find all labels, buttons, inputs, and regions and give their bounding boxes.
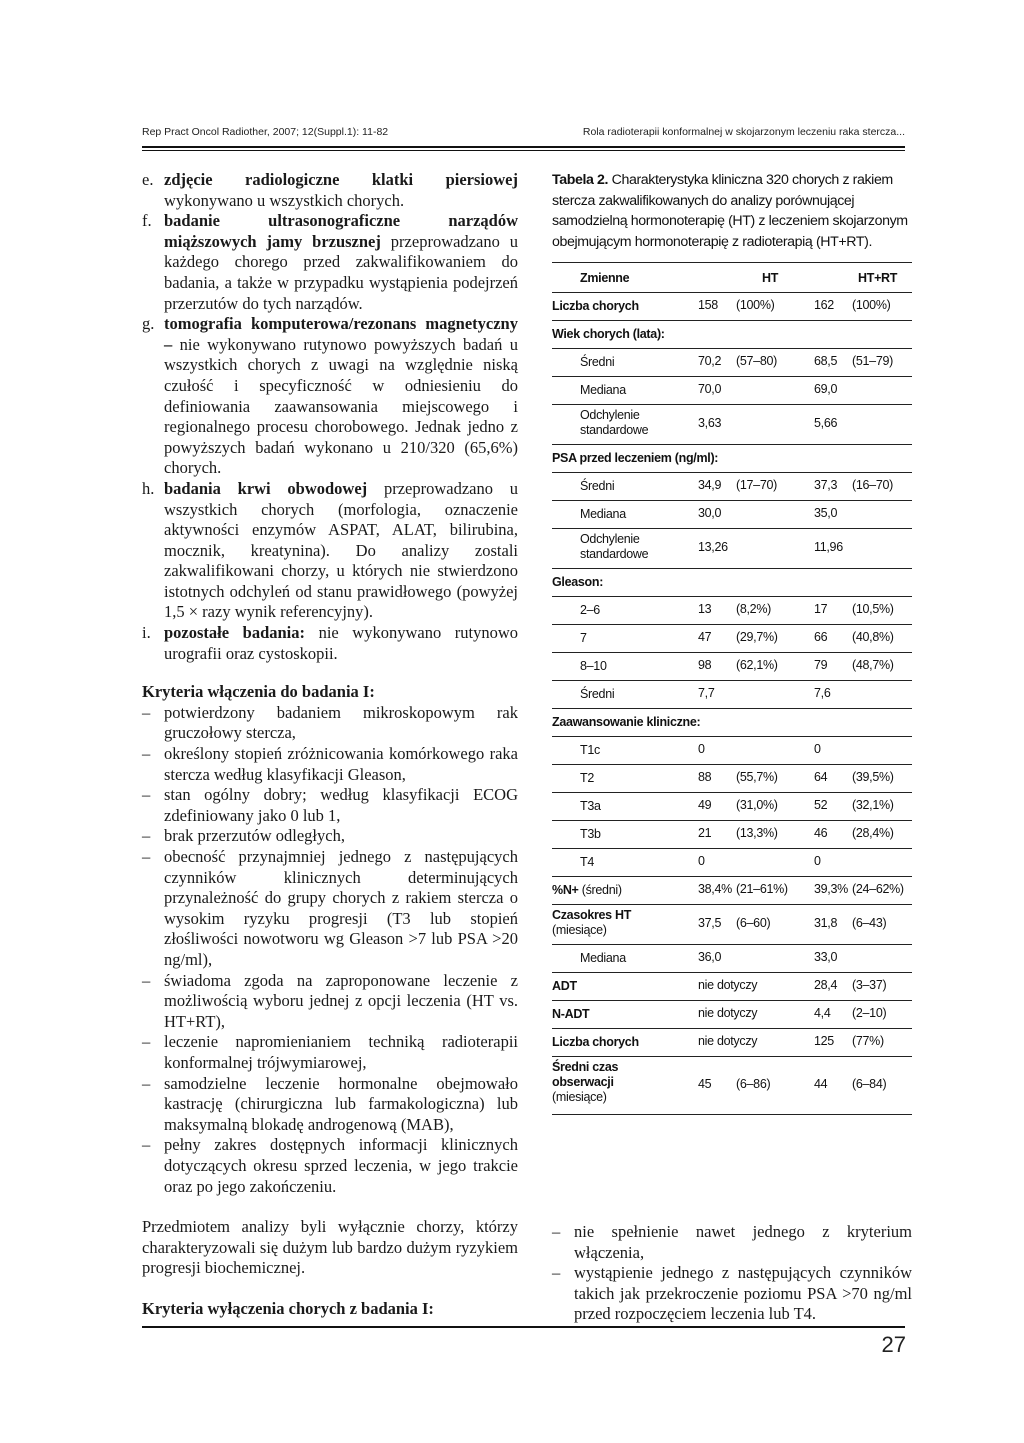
dash-marker: – <box>142 1073 151 1093</box>
item-text: nie wykonywano rutynowo powyższych badań u wszystkich chorych z uwagi na względnie niską czułość i specyficzność w odniesieniu do definiowania zaawansowania miejscowego i regionalnego procesu chorobowego. Jednak jedno z powyższych badań wykonano u 210/320 (65,6%) chorych. <box>164 334 518 478</box>
htrt-value: 79 <box>814 658 828 672</box>
htrt-value: 66 <box>814 630 828 644</box>
row-label: Wiek chorych (lata): <box>552 327 665 341</box>
list-item <box>142 170 518 211</box>
htrt-range: (2–10) <box>852 1006 887 1020</box>
ht-range: (31,0%) <box>736 798 778 812</box>
criterion-text: pełny zakres dostępnych informacji klinicznych dotyczących okresu sprzed leczenia, w jego trakcie oraz po jego zakończeniu. <box>164 1135 518 1196</box>
table-rule <box>552 680 912 681</box>
table-rule <box>552 904 912 905</box>
row-label: Średni <box>580 687 615 701</box>
left-column <box>142 170 518 1319</box>
row-label: Mediana <box>580 507 626 521</box>
ht-range: (100%) <box>736 298 775 312</box>
inclusion-criterion <box>142 785 518 826</box>
ht-range: (55,7%) <box>736 770 778 784</box>
inclusion-criterion <box>142 744 518 785</box>
dash-marker: – <box>142 702 151 722</box>
ht-value: 13 <box>698 602 712 616</box>
htrt-range: (28,4%) <box>852 826 894 840</box>
row-label: N-ADT <box>552 1007 590 1021</box>
journal-citation: Rep Pract Oncol Radiother, 2007; 12(Suppl.1): 11-82 <box>142 126 389 138</box>
criterion-text: obecność przynajmniej jednego z następujących czynników klinicznych determinujących przynależność do grupy chorych z rakiem stercza o wysokim ryzyku progresji (T3 lub stopień złośliwości nowotworu wg Gleason >7 lub PSA >20 ng/ml), <box>164 847 518 969</box>
htrt-range: (77%) <box>852 1034 884 1048</box>
criterion-text: samodzielne leczenie hormonalne obejmowało kastrację (chirurgiczna lub farmakologiczna) lub maksymalną blokadę androgenową (MAB), <box>164 1073 518 1134</box>
inclusion-criterion <box>142 971 518 1033</box>
ht-value: 30,0 <box>698 506 722 520</box>
item-marker: e. <box>142 170 154 189</box>
label-bold: Czasokres HT <box>552 908 632 922</box>
examination-list <box>142 170 518 664</box>
row-label: Średni <box>580 479 615 493</box>
inclusion-list <box>142 703 518 1197</box>
row-label: Średni <box>580 355 615 369</box>
table-rule <box>552 972 912 973</box>
htrt-value: 0 <box>814 854 821 868</box>
table-rule <box>552 376 912 377</box>
ht-value: 21 <box>698 826 712 840</box>
ht-value: 49 <box>698 798 712 812</box>
row-label: Liczba chorych <box>552 299 639 313</box>
dash-marker: – <box>142 1032 151 1052</box>
running-title: Rola radioterapii konformalnej w skojarzonym leczeniu raka stercza... <box>582 126 905 138</box>
criterion-text: nie spełnienie nawet jednego z kryterium włączenia, <box>574 1222 912 1262</box>
criterion-text: stan ogólny dobry; według klasyfikacji ECOG zdefiniowany jako 0 lub 1, <box>164 785 518 825</box>
dash-marker: – <box>142 970 151 990</box>
dash-marker: – <box>142 744 151 764</box>
ht-value: 38,4% <box>698 882 732 896</box>
item-marker: i. <box>142 623 151 643</box>
htrt-value: 44 <box>814 1077 828 1091</box>
row-label: 2–6 <box>580 603 600 617</box>
running-header <box>142 126 905 142</box>
htrt-range: (6–84) <box>852 1077 887 1091</box>
label-rest: (miesiące) <box>552 923 607 937</box>
htrt-value: 5,66 <box>814 416 838 430</box>
inclusion-criterion <box>142 1032 518 1073</box>
criterion-text: świadoma zgoda na zaproponowane leczenie z możliwością wyboru jednej z opcji leczenia (HT vs. HT+RT), <box>164 970 518 1031</box>
inclusion-criterion <box>142 847 518 971</box>
htrt-value: 31,8 <box>814 916 838 930</box>
table-rule <box>552 624 912 625</box>
table-rule <box>552 708 912 709</box>
inclusion-criterion <box>142 826 518 847</box>
table-rule <box>552 320 912 321</box>
label-rest: (miesiące) <box>552 1090 607 1104</box>
row-label: Odchylenie standardowe <box>580 408 649 437</box>
ht-range: (17–70) <box>736 478 777 492</box>
table-rule <box>552 876 912 877</box>
item-marker: h. <box>142 478 155 498</box>
ht-value: 70,2 <box>698 354 722 368</box>
ht-value: 37,5 <box>698 916 722 930</box>
criterion-text: wystąpienie jednego z następujących czynników takich jak przekroczenie poziomu PSA >70 ng/ml przed rozpoczęciem leczenia lub T4. <box>574 1263 912 1324</box>
label-bold: Średni czas obserwacji <box>552 1060 619 1089</box>
row-label <box>552 1060 662 1105</box>
table-rule <box>552 848 912 849</box>
item-bold-term: badanie ultrasonograficzne narządów miąższowych jamy brzusznej <box>164 211 518 251</box>
htrt-range: (48,7%) <box>852 658 894 672</box>
dash-marker: – <box>142 847 151 866</box>
htrt-value: 11,96 <box>814 540 843 554</box>
item-marker: g. <box>142 314 155 334</box>
criterion-text: potwierdzony badaniem mikroskopowym rak gruczołowy stercza, <box>164 702 518 743</box>
table-rule <box>552 1028 912 1029</box>
htrt-value: 35,0 <box>814 506 838 520</box>
htrt-range: (3–37) <box>852 978 887 992</box>
htrt-value: 162 <box>814 298 834 312</box>
ht-range: (13,3%) <box>736 826 778 840</box>
header-variable: Zmienne <box>580 271 630 285</box>
row-label: Odchylenie standardowe <box>580 532 649 561</box>
exclusion-criterion <box>552 1263 912 1325</box>
header-rule-thick <box>142 146 905 148</box>
ht-value: 34,9 <box>698 478 722 492</box>
table-rule <box>552 444 912 445</box>
item-text: nie wykonywano rutynowo urografii oraz cystoskopii. <box>164 623 518 663</box>
htrt-value: 39,3% <box>814 882 848 896</box>
ht-value: 98 <box>698 658 712 672</box>
table-rule <box>552 820 912 821</box>
page-number: 27 <box>881 1332 906 1357</box>
item-text: wykonywano u wszystkich chorych. <box>164 190 405 210</box>
ht-value: nie dotyczy <box>698 978 758 992</box>
ht-value: 36,0 <box>698 950 722 964</box>
htrt-value: 4,4 <box>814 1006 831 1020</box>
row-label: Mediana <box>580 951 626 965</box>
ht-value: 88 <box>698 770 712 784</box>
row-label: ADT <box>552 979 577 993</box>
ht-range: (62,1%) <box>736 658 778 672</box>
row-label: T1c <box>580 743 600 757</box>
htrt-value: 17 <box>814 602 828 616</box>
item-text: przeprowadzano u każdego chorego przed zakwalifikowaniem do badania, a także w przypadku wystąpienia podejrzeń przerzutów do tych narządów. <box>164 231 518 313</box>
row-label: 7 <box>580 631 587 645</box>
ht-value: 13,26 <box>698 540 728 554</box>
dash-marker: – <box>552 1222 561 1241</box>
table-rule <box>552 736 912 737</box>
table-rule <box>552 292 912 293</box>
list-item <box>142 479 518 623</box>
ht-value: 45 <box>698 1077 712 1091</box>
table-rule <box>552 404 912 405</box>
ht-value: 0 <box>698 854 705 868</box>
header-ht: HT <box>762 271 779 285</box>
ht-value: 158 <box>698 298 718 312</box>
htrt-value: 64 <box>814 770 828 784</box>
htrt-value: 69,0 <box>814 382 838 396</box>
ht-value: nie dotyczy <box>698 1034 758 1048</box>
label-rest: (średni) <box>578 883 622 897</box>
item-bold-term: pozostałe badania: <box>164 623 305 643</box>
row-label: PSA przed leczeniem (ng/ml): <box>552 451 719 465</box>
dash-marker: – <box>142 1135 151 1155</box>
analysis-paragraph: Przedmiotem analizy byli wyłącznie chorzy, którzy charakteryzowali się dużym lub bardzo dużym ryzykiem progresji biochemicznej. <box>142 1217 518 1278</box>
table-rule <box>552 528 912 529</box>
item-text: przeprowadzano u wszystkich chorych (morfologia, oznaczenie aktywności enzymów ASPAT, ALAT, bilirubina, mocznik, kreatynina). Do analizy zostali zakwalifikowani chorzy, u których nie stwierdzono istotnych odchyleń od stanu prawidłowego (powyżej 1,5 × razy wynik referencyjny). <box>164 478 518 622</box>
inclusion-criterion <box>142 1074 518 1136</box>
table-rule <box>552 1056 912 1057</box>
criterion-text: leczenie napromienianiem techniką radioterapii konformalnej trójwymiarowej, <box>164 1032 518 1072</box>
row-label: T2 <box>580 771 594 785</box>
htrt-value: 68,5 <box>814 354 838 368</box>
ht-value: 47 <box>698 630 712 644</box>
ht-range: (6–86) <box>736 1077 771 1091</box>
row-label: 8–10 <box>580 659 607 673</box>
row-label: Liczba chorych <box>552 1035 639 1049</box>
table-rule <box>552 472 912 473</box>
htrt-range: (24–62%) <box>852 882 904 896</box>
criterion-text: brak przerzutów odległych, <box>164 826 345 846</box>
item-marker: f. <box>142 211 152 231</box>
item-bold-term: zdjęcie radiologiczne klatki piersiowej <box>164 170 518 189</box>
row-label: T3b <box>580 827 601 841</box>
table-rule <box>552 792 912 793</box>
header-rule-thin <box>142 150 905 151</box>
criterion-text: określony stopień zróżnicowania komórkowego raka stercza według klasyfikacji Gleason, <box>164 744 518 784</box>
table-rule <box>552 764 912 765</box>
htrt-value: 0 <box>814 742 821 756</box>
row-label: T4 <box>580 855 594 869</box>
htrt-value: 52 <box>814 798 828 812</box>
ht-value: 70,0 <box>698 382 722 396</box>
table-rule <box>552 1114 912 1115</box>
htrt-value: 46 <box>814 826 828 840</box>
dash-marker: – <box>552 1263 561 1283</box>
item-bold-term: badania krwi obwodowej <box>164 478 368 498</box>
table-rule <box>552 652 912 653</box>
table-rule <box>552 1000 912 1001</box>
htrt-range: (39,5%) <box>852 770 894 784</box>
htrt-range: (6–43) <box>852 916 887 930</box>
htrt-range: (100%) <box>852 298 891 312</box>
list-item <box>142 623 518 664</box>
label-bold: %N+ <box>552 883 579 897</box>
ht-range: (6–60) <box>736 916 771 930</box>
ht-range: (21–61%) <box>736 882 788 896</box>
htrt-value: 33,0 <box>814 950 838 964</box>
inclusion-criterion <box>142 703 518 744</box>
htrt-value: 28,4 <box>814 978 838 992</box>
table-rule <box>552 348 912 349</box>
ht-value: 3,63 <box>698 416 722 430</box>
row-label: Mediana <box>580 383 626 397</box>
htrt-value: 125 <box>814 1034 834 1048</box>
ht-value: 0 <box>698 742 705 756</box>
table-rule <box>552 944 912 945</box>
header-htrt: HT+RT <box>858 271 898 285</box>
exclusion-criterion <box>552 1222 912 1263</box>
ht-value: 7,7 <box>698 686 715 700</box>
caption-text: Charakterystyka kliniczna 320 chorych z rakiem stercza zakwalifikowanych do analizy porównującej samodzielną hormonoterapię (HT) z leczeniem skojarzonym obejmującym hormonoterapię z radioterapią (HT+RT). <box>552 172 908 250</box>
htrt-value: 37,3 <box>814 478 838 492</box>
row-label: T3a <box>580 799 601 813</box>
inclusion-criterion <box>142 1135 518 1197</box>
dash-marker: – <box>142 826 151 846</box>
htrt-range: (40,8%) <box>852 630 894 644</box>
table-rule <box>552 262 912 263</box>
table-caption <box>552 170 912 252</box>
item-bold-term: tomografia komputerowa/rezonans magnetyczny – <box>164 314 518 354</box>
row-label <box>552 908 662 938</box>
row-label <box>552 883 662 898</box>
ht-value: nie dotyczy <box>698 1006 758 1020</box>
exclusion-list <box>552 1222 912 1325</box>
list-item <box>142 211 518 314</box>
list-item <box>142 314 518 479</box>
htrt-range: (16–70) <box>852 478 893 492</box>
exclusion-heading: Kryteria wyłączenia chorych z badania I: <box>142 1298 434 1318</box>
row-label: Zaawansowanie kliniczne: <box>552 715 701 729</box>
ht-range: (57–80) <box>736 354 777 368</box>
footer-rule <box>142 1326 905 1328</box>
ht-range: (29,7%) <box>736 630 778 644</box>
table-rule <box>552 500 912 501</box>
table-rule <box>552 568 912 569</box>
htrt-range: (10,5%) <box>852 602 894 616</box>
caption-label: Tabela 2. <box>552 172 609 188</box>
htrt-range: (51–79) <box>852 354 893 368</box>
row-label: Gleason: <box>552 575 604 589</box>
htrt-value: 7,6 <box>814 686 831 700</box>
table-rule <box>552 596 912 597</box>
htrt-range: (32,1%) <box>852 798 894 812</box>
dash-marker: – <box>142 785 151 805</box>
ht-range: (8,2%) <box>736 602 772 616</box>
inclusion-heading: Kryteria włączenia do badania I: <box>142 682 375 702</box>
